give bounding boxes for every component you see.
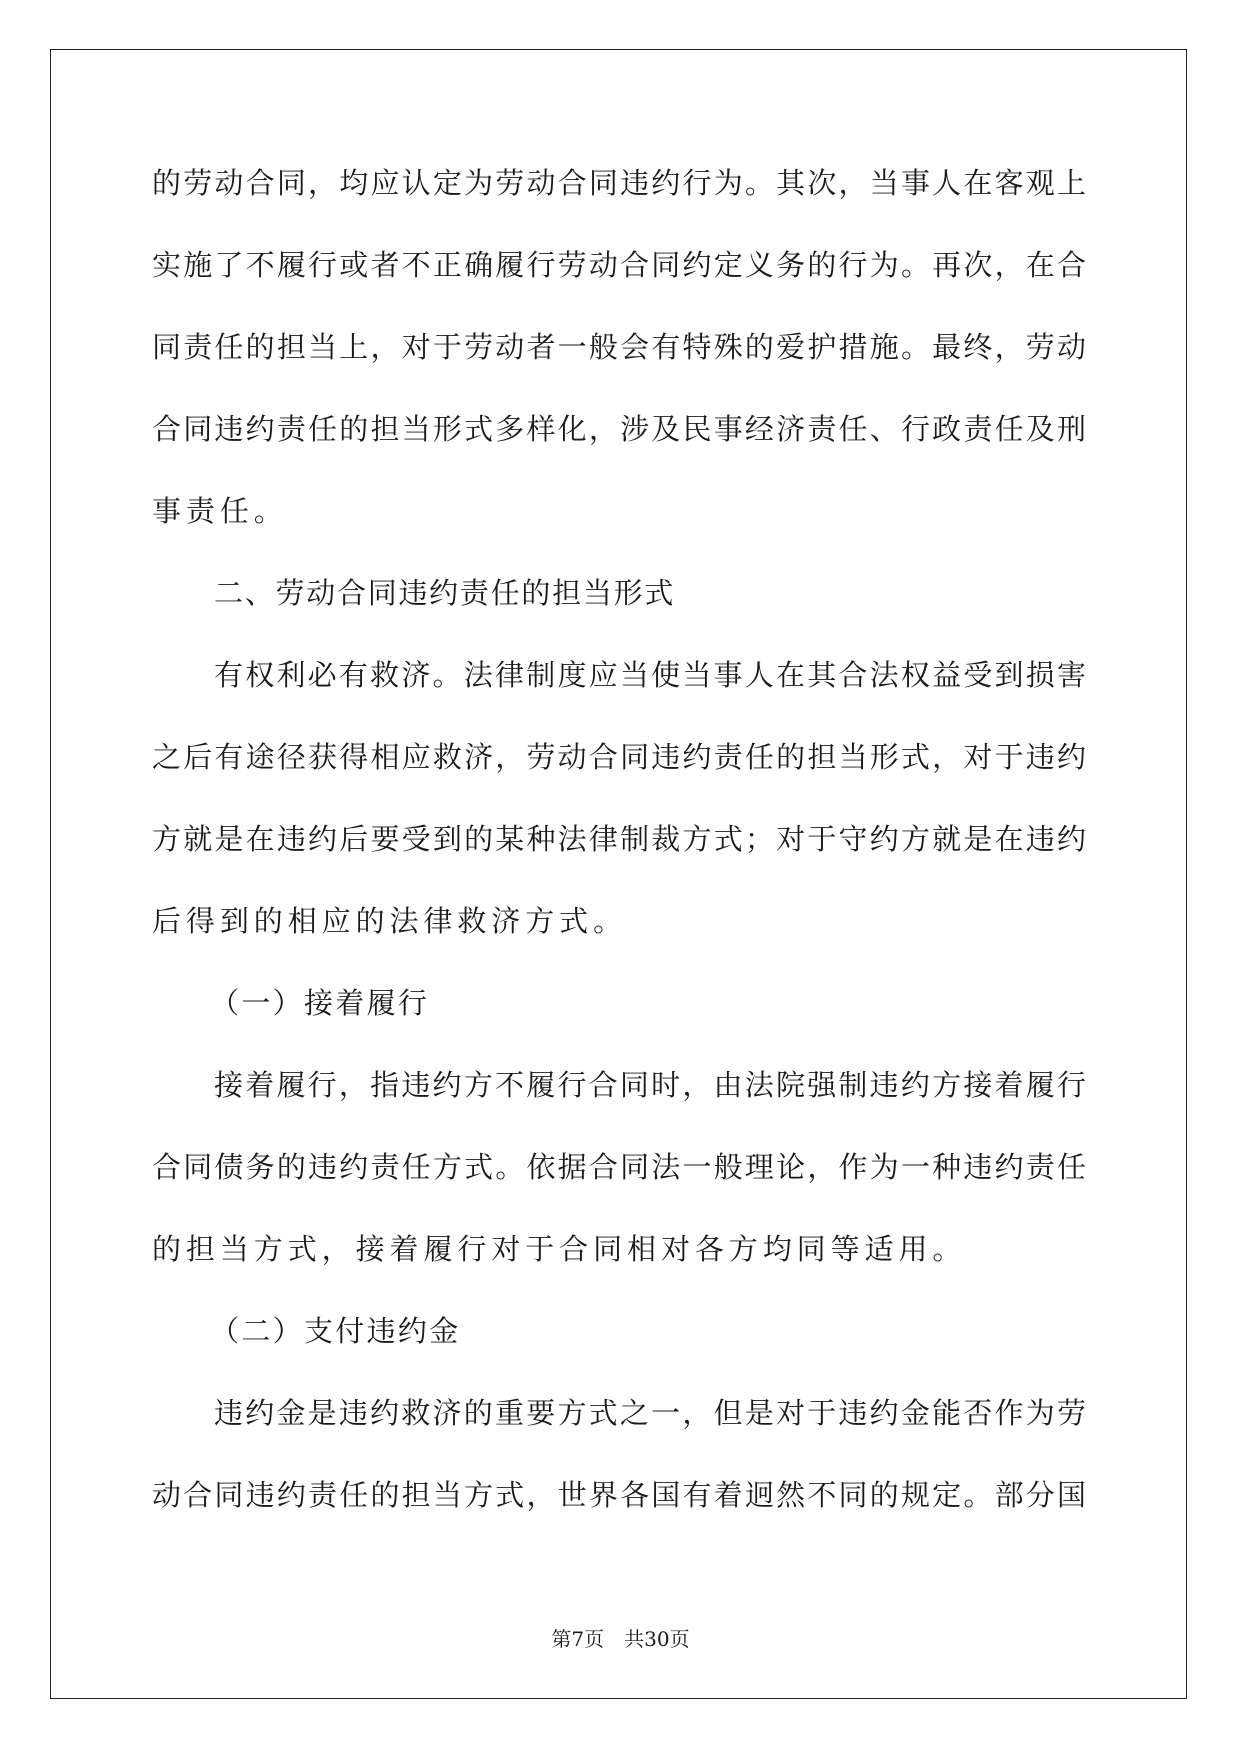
body-line: 有权利必有救济。法律制度应当使当事人在其合法权益受到损害 <box>214 658 1086 692</box>
body-line: 之后有途径获得相应救济，劳动合同违约责任的担当形式，对于违约 <box>152 740 1086 774</box>
document-body <box>152 158 1086 1552</box>
body-line: 违约金是违约救济的重要方式之一，但是对于违约金能否作为劳 <box>214 1396 1086 1430</box>
body-line: 合同债务的违约责任方式。依据合同法一般理论，作为一种违约责任 <box>152 1150 1086 1184</box>
body-line: 的劳动合同，均应认定为劳动合同违约行为。其次，当事人在客观上 <box>152 166 1086 200</box>
body-line: 合同违约责任的担当形式多样化，涉及民事经济责任、行政责任及刑 <box>152 412 1086 446</box>
body-line: 的担当方式，接着履行对于合同相对各方均同等适用。 <box>152 1232 967 1266</box>
section-heading: 二、劳动合同违约责任的担当形式 <box>214 576 676 610</box>
body-line: 接着履行，指违约方不履行合同时，由法院强制违约方接着履行 <box>214 1068 1086 1102</box>
body-line: 同责任的担当上，对于劳动者一般会有特殊的爱护措施。最终，劳动 <box>152 330 1086 364</box>
body-line: 事责任。 <box>152 494 288 528</box>
body-line: 实施了不履行或者不正确履行劳动合同约定义务的行为。再次，在合 <box>152 248 1086 282</box>
body-line: 后得到的相应的法律救济方式。 <box>152 904 628 938</box>
body-line: 方就是在违约后要受到的某种法律制裁方式；对于守约方就是在违约 <box>152 822 1086 856</box>
page-number: 第7页 <box>551 1627 605 1651</box>
body-line: 动合同违约责任的担当方式，世界各国有着迥然不同的规定。部分国 <box>152 1478 1086 1512</box>
subsection-heading: （一）接着履行 <box>210 986 430 1020</box>
subsection-heading: （二）支付违约金 <box>210 1314 461 1348</box>
page-total: 共30页 <box>624 1627 690 1651</box>
page-footer <box>0 1627 1241 1651</box>
